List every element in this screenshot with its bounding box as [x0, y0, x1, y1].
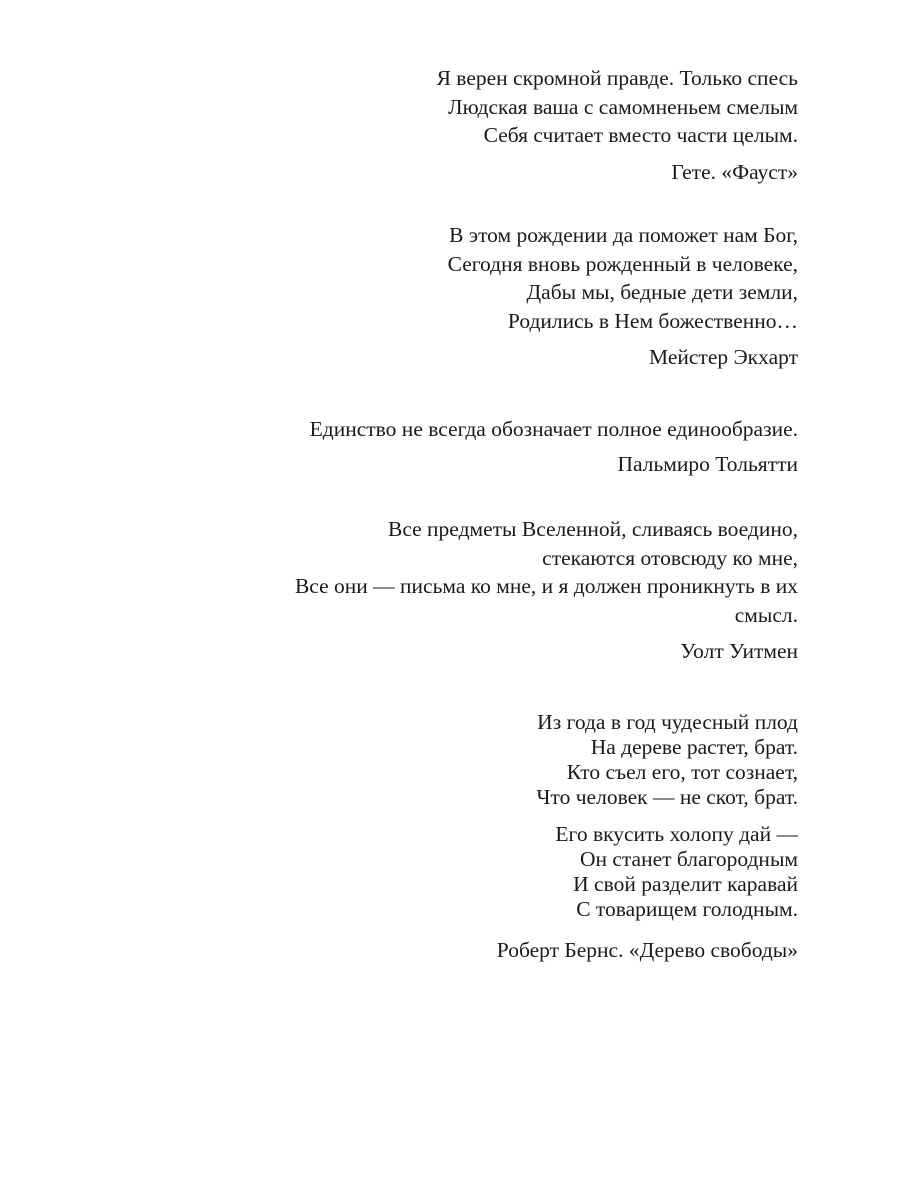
- poem-stanza: [497, 710, 798, 810]
- epigraph-line: Он станет благородным: [579, 847, 798, 871]
- epigraph-line: смысл.: [734, 602, 798, 627]
- epigraph-line: С товарищем голодным.: [576, 897, 798, 921]
- epigraph-eckhart: [448, 221, 798, 372]
- epigraph-line: Единство не всегда обозначает полное единообразие.: [309, 417, 798, 441]
- epigraph-line: Себя считает вместо части целым.: [483, 123, 798, 147]
- epigraph-author: Уолт Уитмен: [680, 639, 798, 663]
- epigraph-line: Его вкусить холопу дай —: [555, 822, 798, 846]
- epigraph-line: Я верен скромной правде. Только спесь: [436, 66, 798, 90]
- epigraph-author: Гете. «Фауст»: [671, 159, 798, 184]
- epigraph-togliatti: [310, 415, 798, 478]
- epigraph-line: Из года в год чудесный плод: [537, 710, 798, 734]
- epigraph-line: Родились в Нем божественно…: [507, 308, 798, 333]
- epigraph-whitman: [295, 515, 798, 666]
- epigraph-author: Пальмиро Тольятти: [617, 451, 798, 476]
- epigraph-line: Сегодня вновь рожденный в человеке,: [447, 251, 798, 276]
- epigraph-line: Дабы мы, бедные дети земли,: [526, 280, 798, 304]
- epigraph-line: Людская ваша с самомненьем смелым: [447, 94, 798, 119]
- poem-stanza: [497, 822, 798, 922]
- epigraph-burns: [497, 710, 798, 964]
- epigraph-goethe: [437, 64, 798, 186]
- epigraph-line: Что человек — не скот, брат.: [536, 785, 798, 809]
- epigraph-line: стекаются отовсюду ко мне,: [542, 545, 798, 570]
- epigraph-line: Кто съел его, тот сознает,: [566, 760, 798, 784]
- epigraph-line: Все они — письма ко мне, и я должен проникнуть в их: [294, 574, 798, 598]
- epigraph-line: В этом рождении да поможет нам Бог,: [449, 223, 798, 247]
- epigraph-line: И свой разделит каравай: [573, 872, 798, 896]
- epigraph-line: На дереве растет, брат.: [590, 735, 798, 759]
- epigraph-author: Мейстер Экхарт: [649, 345, 798, 369]
- epigraph-author: Роберт Бернс. «Дерево свободы»: [496, 938, 798, 962]
- epigraph-line: Все предметы Вселенной, сливаясь воедино,: [387, 517, 798, 541]
